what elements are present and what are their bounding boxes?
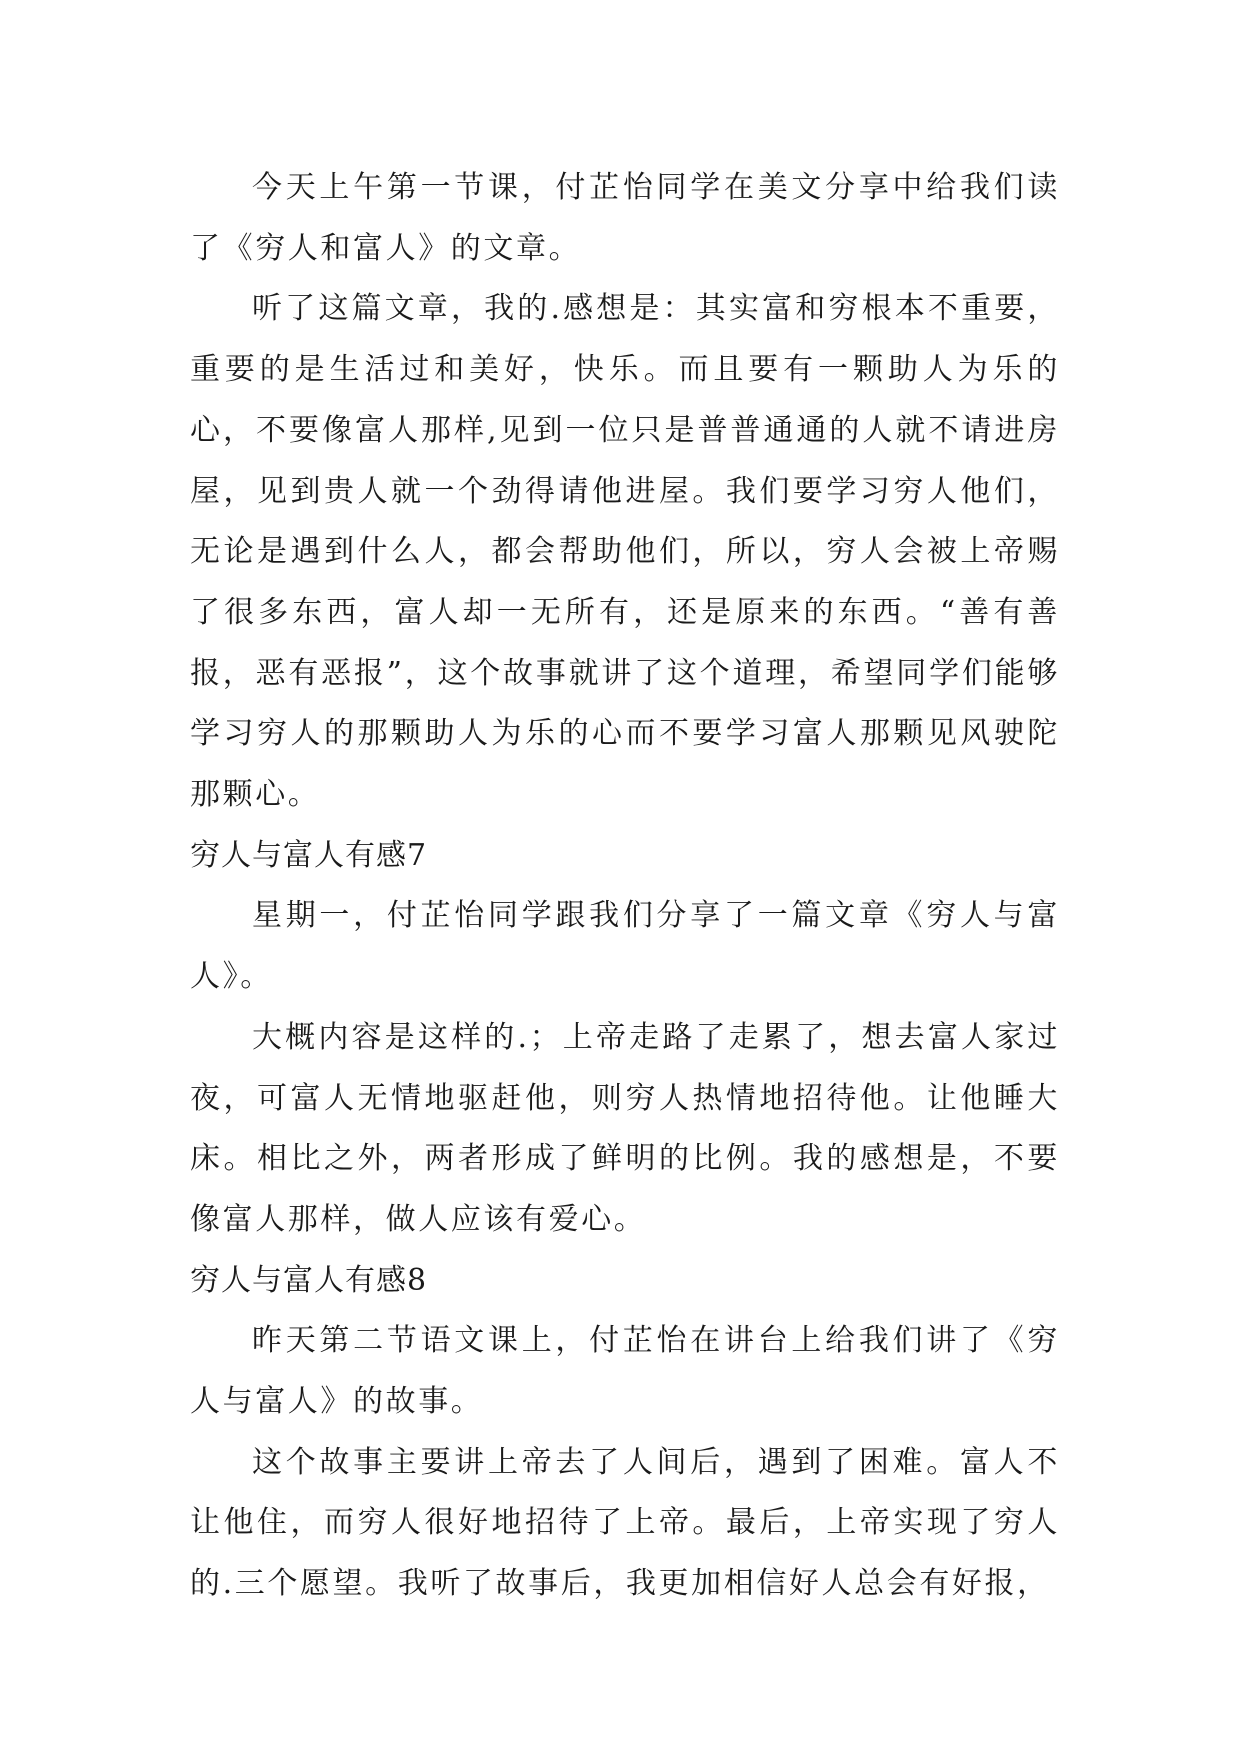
- paragraph: 星期一，付芷怡同学跟我们分享了一篇文章《穷人与富人》。: [190, 898, 1060, 995]
- paragraph: 听了这篇文章，我的.感想是：其实富和穷根本不重要，重要的是生活过和美好，快乐。而且要有一颗助人为乐的心，不要像富人那样,见到一位只是普普通通的人就不请进房屋，见到贵人就一个劲得请他进屋。我们要学习穷人他们，无论是遇到什么人，都会帮助他们，所以，穷人会被上帝赐了很多东西，富人却一无所有，还是原来的东西。“善有善报，恶有恶报”，这个故事就讲了这个道理，希望同学们能够学习穷人的那颗助人为乐的心而不要学习富人那颗见风驶陀那颗心。: [190, 291, 1060, 813]
- paragraph: 今天上午第一节课，付芷怡同学在美文分享中给我们读了《穷人和富人》的文章。: [190, 170, 1060, 266]
- section-heading: 穷人与富人有感8: [190, 1262, 428, 1298]
- section-heading: 穷人与富人有感7: [190, 837, 428, 873]
- paragraph: 大概内容是这样的.；上帝走路了走累了，想去富人家过夜，可富人无情地驱赶他，则穷人热情地招待他。让他睡大床。相比之外，两者形成了鲜明的比例。我的感想是，不要像富人那样，做人应该有爱心。: [190, 1019, 1060, 1237]
- document-body: [190, 158, 1060, 1615]
- paragraph: 这个故事主要讲上帝去了人间后，遇到了困难。富人不让他住，而穷人很好地招待了上帝。最后，上帝实现了穷人的.三个愿望。我听了故事后，我更加相信好人总会有好报，: [190, 1444, 1060, 1602]
- paragraph: 昨天第二节语文课上，付芷怡在讲台上给我们讲了《穷人与富人》的故事。: [190, 1323, 1060, 1420]
